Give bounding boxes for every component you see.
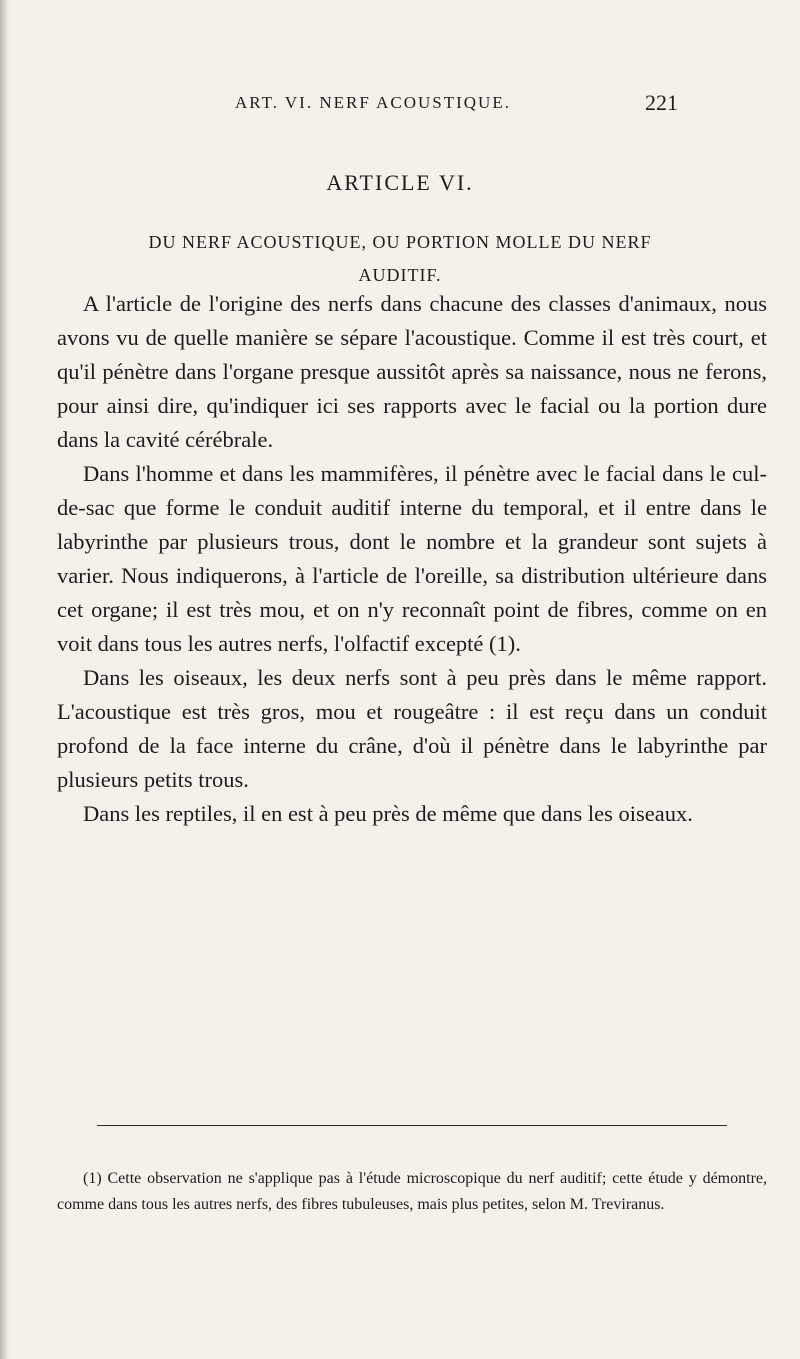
paragraph: A l'article de l'origine des nerfs dans chacune des classes d'animaux, nous avons vu de quelle manière se sépare l'acoustique. Comme il est très court, et qu'il pénètre dans l'organe presque aussitôt après sa naissance, nous ne ferons, pour ainsi dire, qu'indiquer ici ses rapports avec le facial ou la portion dure dans la cavité cérébrale. xyxy=(57,291,767,452)
subtitle-line: AUDITIF. xyxy=(358,265,442,285)
article-subtitle xyxy=(0,226,800,292)
subtitle-line: DU NERF ACOUSTIQUE, OU PORTION MOLLE DU NERF xyxy=(148,232,652,252)
running-head: ART. VI. NERF ACOUSTIQUE. xyxy=(235,93,511,112)
footnote: (1) Cette observation ne s'applique pas à l'étude microscopique du nerf auditif; cette étude y démontre, comme dans tous les autres nerfs, des fibres tubuleuses, mais plus petites, selon M. Treviranus. xyxy=(57,1170,767,1213)
paragraph: Dans les reptiles, il en est à peu près de même que dans les oiseaux. xyxy=(83,801,693,826)
paragraph: Dans les oiseaux, les deux nerfs sont à peu près dans le même rapport. L'acoustique est très gros, mou et rougeâtre : il est reçu dans un conduit profond de la face interne du crâne, d'où il pénètre dans le labyrinthe par plusieurs petits trous. xyxy=(57,665,767,792)
article-body xyxy=(57,287,767,831)
page-gutter-shadow xyxy=(0,0,10,1359)
page-number: 221 xyxy=(645,90,678,115)
footnote-separator xyxy=(97,1125,727,1126)
article-title: ARTICLE VI. xyxy=(326,170,474,195)
paragraph: Dans l'homme et dans les mammifères, il pénètre avec le facial dans le cul-de-sac que forme le conduit auditif interne du temporal, et il entre dans le labyrinthe par plusieurs trous, dont le nombre et la grandeur sont sujets à varier. Nous indiquerons, à l'article de l'oreille, sa distribution ultérieure dans cet organe; il est très mou, et on n'y reconnaît point de fibres, comme on en voit dans tous les autres nerfs, l'olfactif excepté (1). xyxy=(57,461,767,656)
